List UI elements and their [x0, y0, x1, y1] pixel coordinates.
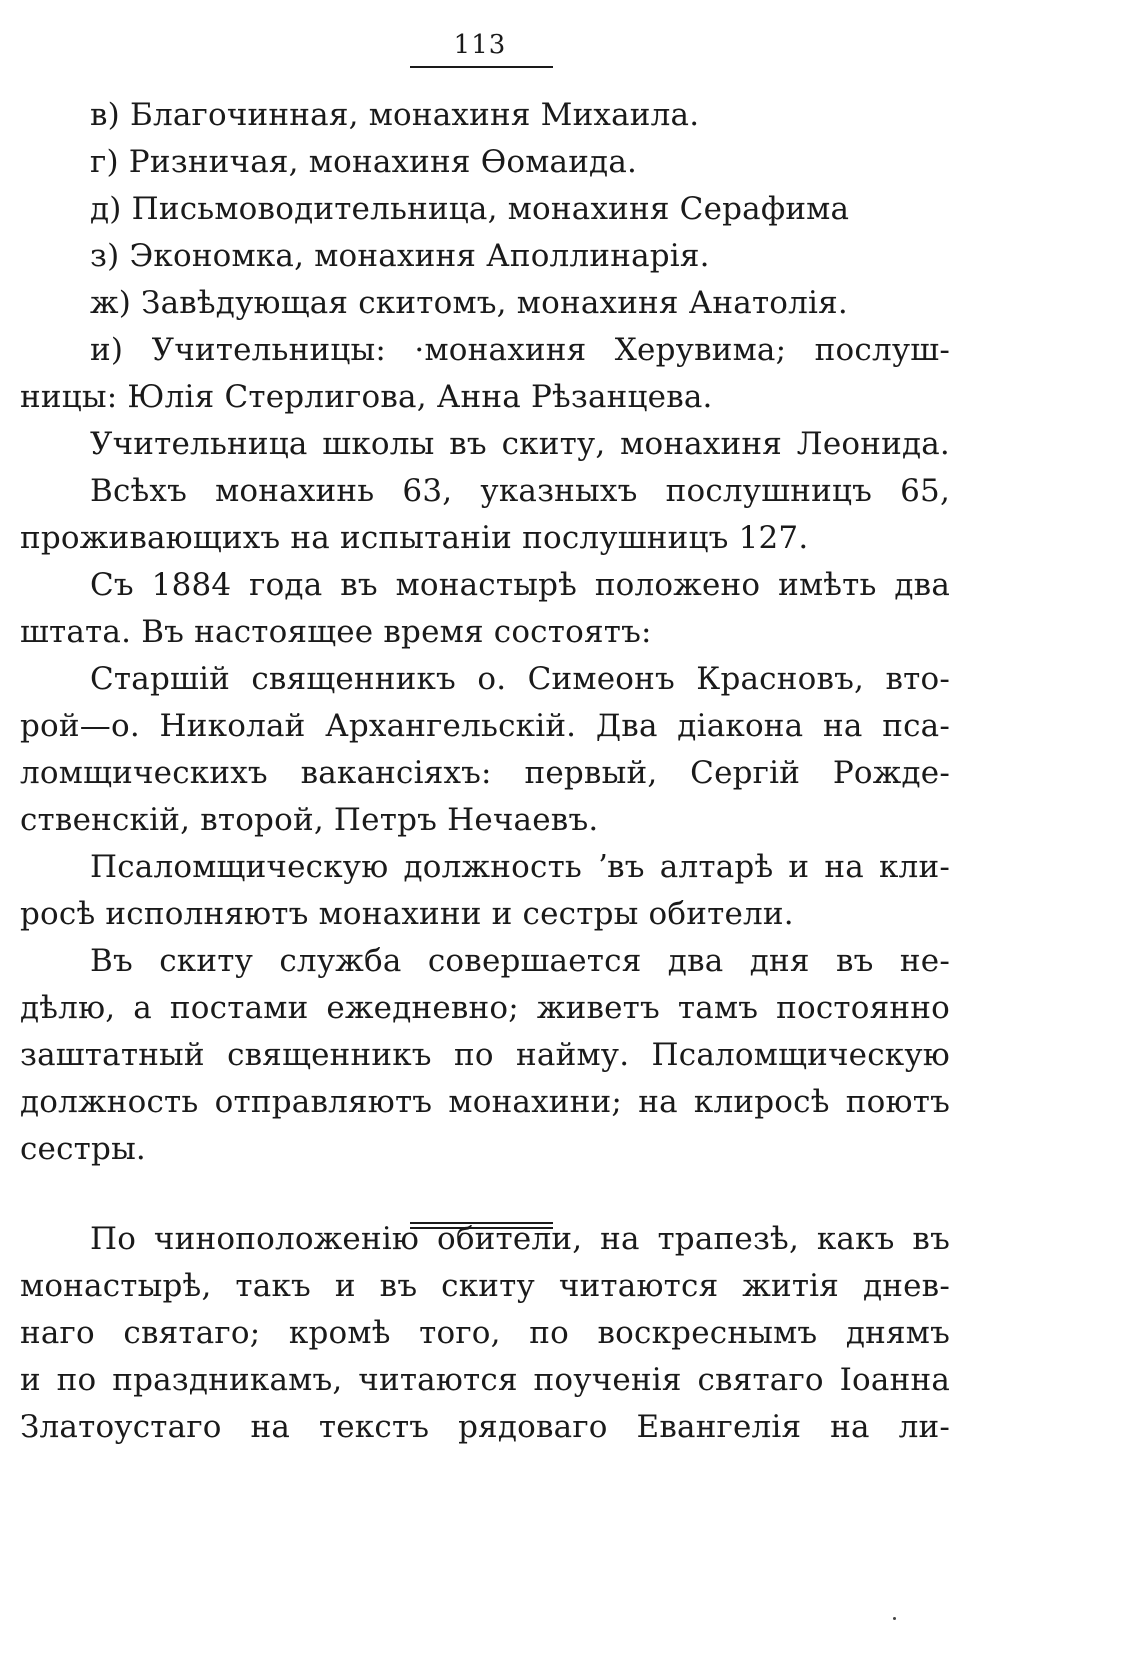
text-line: ломщическихъ вакансіяхъ: первый, Сергій Рожде- [20, 755, 950, 791]
text-line: д) Письмоводительница, монахиня Серафима [90, 191, 850, 227]
text-line: штата. Въ настоящее время состоятъ: [20, 614, 652, 650]
text-line: ж) Завѣдующая скитомъ, монахиня Анатолія. [90, 285, 848, 321]
text-line: должность отправляютъ монахини; на клиросѣ поютъ [20, 1084, 950, 1120]
text-line: з) Экономка, монахиня Аполлинарія. [90, 238, 710, 274]
text-line: росѣ исполняютъ монахини и сестры обители. [20, 896, 794, 932]
text-block-readings [20, 1216, 950, 1451]
text-line: и) Учительницы: ·монахиня Херувима; послуш- [90, 332, 950, 368]
text-line: Старшій священникъ о. Симеонъ Красновъ, вто- [90, 661, 950, 697]
text-line: рой—о. Николай Архангельскій. Два діакона на пса- [20, 708, 950, 744]
page-number-rule [410, 66, 553, 68]
text-line: ственскій, второй, Петръ Нечаевъ. [20, 802, 599, 838]
page-number: 113 [453, 30, 507, 60]
text-block-staff [20, 92, 950, 1173]
text-line: Псаломщическую должность ʼвъ алтарѣ и на кли- [90, 849, 950, 885]
text-line: в) Благочинная, монахиня Михаила. [90, 97, 700, 133]
text-line: г) Ризничая, монахиня Өомаида. [90, 144, 638, 180]
text-line: и по праздникамъ, читаются поученія святаго Іоанна [20, 1362, 950, 1398]
text-line: наго святаго; кромѣ того, по воскреснымъ днямъ [20, 1315, 950, 1351]
text-line: ницы: Юлія Стерлигова, Анна Рѣзанцева. [20, 379, 713, 415]
text-line: монастырѣ, такъ и въ скиту читаются житія днев- [20, 1268, 950, 1304]
text-line: По чиноположенію обители, на трапезѣ, какъ въ [90, 1221, 950, 1257]
text-line: проживающихъ на испытаніи послушницъ 127. [20, 520, 809, 556]
text-line: Всѣхъ монахинь 63, указныхъ послушницъ 65, [90, 473, 950, 509]
text-line: Въ скиту служба совершается два дня въ не- [90, 943, 950, 979]
text-line: Златоустаго на текстъ рядоваго Евангелія на ли- [20, 1409, 950, 1445]
text-line: сестры. [20, 1131, 146, 1167]
text-line: заштатный священникъ по найму. Псаломщическую [20, 1037, 950, 1073]
print-speck [893, 1617, 896, 1620]
text-line: дѣлю, а постами ежедневно; живетъ тамъ постоянно [20, 990, 950, 1026]
text-line: Учительница школы въ скиту, монахиня Леонида. [90, 426, 950, 462]
text-line: Съ 1884 года въ монастырѣ положено имѣть два [90, 567, 950, 603]
